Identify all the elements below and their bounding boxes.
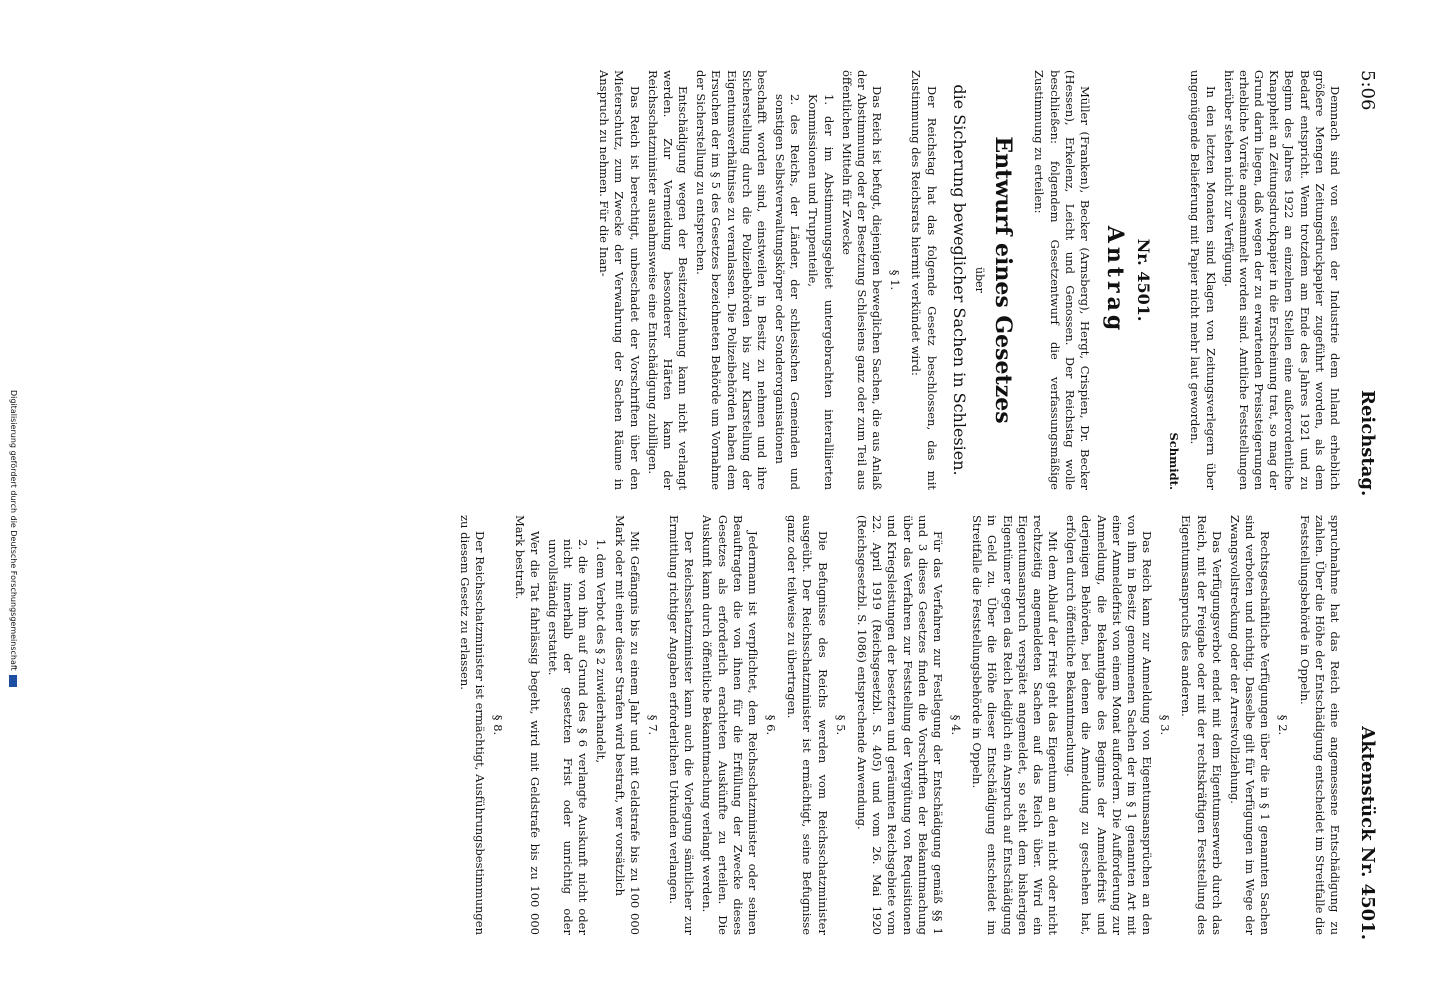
preamble: Der Reichstag hat das folgende Gesetz beschlossen, das mit Zustimmung des Reichsrats hiermit verkündet wird:	[909, 70, 939, 490]
continuation-text: spruchnahme hat das Reich eine angemessene Entschädigung zu zahlen. Über die Höhe der Entschädigung entscheidet im Streitfalle die Feststellungsbehörde in Oppeln.	[1297, 515, 1342, 935]
section-8-heading: § 8.	[491, 714, 506, 736]
section-4-text: Für das Verfahren zur Festlegung der Entschädigung gemäß §§ 1 und 3 dieses Gesetzes finden die Vorschriften der Bekanntmachung über das Verfahren zur Feststellung der Vergütung von Requisitionen und Kriegsleistungen der besetzten und geräumten Reichsgebiete vom 22. April 1919 (Reichsgesetzbl. S. 405) und vom 26. Mai 1920 (Reichsgesetzbl. S. 1086) entsprechende Anwendung.	[855, 515, 945, 935]
footer-credit	[9, 390, 18, 687]
section-5-text: Die Befugnisse des Reichs werden vom Reichsschatzminister ausgeübt. Der Reichsschatzminister ist ermächtigt, seine Befugnisse ganz oder teilweise zu übertragen.	[785, 515, 830, 935]
signature: Schmidt.	[1167, 432, 1182, 490]
antrag-heading: Antrag	[1102, 225, 1128, 335]
document-number: Nr. 4501.	[1134, 238, 1154, 322]
header-reichstag: Reichstag.	[1357, 390, 1378, 497]
section-1-paragraph-3: Das Reich ist berechtigt, unbeschadet der Vorschriften über den Mieterschutz, zum Zwecke der Verwahrung der Sachen Räume in Anspruch zu nehmen. Für die Inan-	[597, 70, 642, 490]
law-subtitle: die Sicherung beweglicher Sachen in Schlesien.	[949, 84, 969, 476]
section-6-paragraph-2: Der Reichsschatzminister kann auch die Vorlegung sämtlicher zur Ermittlung richtiger Angaben erforderlichen Urkunden verlangen.	[667, 515, 697, 935]
section-1-heading: § 1.	[888, 269, 903, 291]
intro-paragraph-2: In den letzten Monaten sind Klagen von Zeitungsverlegern über ungenügende Belieferung mit Papier nicht mehr laut geworden.	[1188, 70, 1218, 490]
section-1-continuation: beschafft worden sind, einstweilen in Besitz zu nehmen und ihre Sicherstellung durch die Polizeibehörden bis zur Klarstellung der Eigentumsverhältnisse zu veranlassen. Die Polizeibehörden haben dem Ersuchen der im § 5 des Gesetzes bezeichneten Behörde um Vornahme der Sicherstellung zu entsprechen.	[694, 70, 769, 490]
intro-paragraph-1: Demnach sind von seiten der Industrie dem Inland erheblich größere Mengen Zeitungsdruckpapier zugeführt worden, als dem Bedarf entspricht. Wenn trotzdem am Ende des Jahres 1921 und zu Beginn des Jahres 1922 an einzelnen Stellen eine außerordentliche Knappheit an Zeitungsdruckpapier in die Erscheinung trat, so mag der Grund darin liegen, daß wegen der zu erwartenden Preissteigerungen erhebliche Vorräte angesammelt worden sind. Amtliche Feststellungen hierüber stehen nicht zur Verfügung.	[1221, 70, 1342, 490]
page-header	[1350, 70, 1378, 940]
section-3-paragraph-2: Mit dem Ablauf der Frist geht das Eigentum an den nicht oder nicht rechtzeitig angemeldeten Sachen auf das Reich über. Wird ein Eigentumsanspruch verspätet angemeldet, so steht dem bisherigen Eigentümer gegen das Reich lediglich ein Anspruch auf Entschädigung in Geld zu. Über die Höhe dieser Entschädigung entscheidet im Streitfalle die Feststellungsbehörde in Oppeln.	[970, 515, 1061, 935]
section-1-paragraph-2: Entschädigung wegen der Besitzentziehung kann nicht verlangt werden. Zur Vermeidung besonderer Härten kann der Reichsschatzminister ausnahmsweise eine Entschädigung zubilligen.	[645, 70, 691, 490]
section-4-heading: § 4.	[949, 714, 964, 736]
section-1-item-2: 2. des Reichs, der Länder, der schlesischen Gemeinden und sonstigen Selbstverwaltungskörper oder Sonderorganisationen	[773, 94, 803, 490]
section-8-text: Der Reichsschatzminister ist ermächtigt, Ausführungsbestimmungen zu diesem Gesetz zu erlassen.	[458, 515, 488, 935]
dfg-logo-icon	[10, 675, 18, 687]
section-7-item-1: 1. dem Verbot des § 2 zuwiderhandelt,	[594, 539, 609, 764]
header-aktenstueck: Aktenstück Nr. 4501.	[1357, 726, 1378, 940]
section-6-heading: § 6.	[764, 714, 779, 736]
section-1-text: Das Reich ist befugt, diejenigen beweglichen Sachen, die aus Anlaß der Abstimmung oder der Besetzung Schlesiens ganz oder zum Teil aus öffentlichen Mitteln für Zwecke	[839, 70, 885, 490]
section-2-paragraph-2: Das Verfügungsverbot endet mit dem Eigentumserwerb durch das Reich, mit der Freigabe oder mit der rechtskräftigen Feststellung des Eigentumsanspruchs des anderen.	[1179, 515, 1224, 935]
section-3-heading: § 3.	[1158, 714, 1173, 736]
section-3-text: Das Reich kann zur Anmeldung von Eigentumsansprüchen an den von ihm in Besitz genommenen Sachen der im § 1 genannten Art mit einer Anmeldefrist von einem Monat auffordern. Die Aufforderung zur Anmeldung, die Bekanntgabe des Beginns der Anmeldefrist und derjenigen Behörden, bei denen die Anmeldung zu geschehen hat, erfolgen durch öffentliche Bekanntmachung.	[1064, 515, 1155, 935]
section-7-heading: § 7.	[645, 714, 660, 736]
left-column	[593, 70, 1342, 490]
section-2-text: Rechtsgeschäftliche Verfügungen über die in § 1 genannten Sachen sind verboten und nichtig. Dasselbe gilt für Verfügungen im Wege der Zwangsvollstreckung oder der Arrestvollziehung.	[1227, 515, 1273, 935]
entwurf-title: Entwurf eines Gesetzes	[990, 136, 1017, 424]
antrag-text: Müller (Franken), Becker (Arnsberg), Hergt, Crispien, Dr. Becker (Hessen), Erkelenz, Leicht und Genossen. Der Reichstag wolle beschließen: folgendem Gesetzentwurf die verfassungsmäßige Zustimmung zu erteilen:	[1032, 70, 1092, 490]
section-1-item-1: 1. der im Abstimmungsgebiet untergebrachten interalliierten Kommissionen und Truppenteile,	[806, 94, 836, 490]
page-mark: 5:06	[1357, 70, 1378, 111]
section-6-text: Jedermann ist verpflichtet, dem Reichsschatzminister oder seinen Beauftragten die von ihnen für die Erfüllung der Zwecke dieses Gesetzes als erforderlich erachteten Auskünfte zu erteilen. Die Auskunft kann durch öffentliche Bekanntmachung verlangt werden.	[700, 515, 760, 935]
section-5-heading: § 5.	[833, 714, 848, 736]
section-7-paragraph-2: Wer die Tat fahrlässig begeht, wird mit Geldstrafe bis zu 100 000 Mark bestraft.	[512, 515, 542, 935]
ueber-line: über	[973, 267, 987, 293]
section-7-item-2: 2. die von ihm auf Grund des § 6 verlangte Auskunft nicht oder nicht innerhalb der gesetzten Frist oder unrichtig oder unvollständig erstattet.	[545, 539, 591, 935]
section-7-text: Mit Gefängnis bis zu einem Jahr und mit Geldstrafe bis zu 100 000 Mark oder mit einer dieser Strafen wird bestraft, wer vorsätzlich	[612, 515, 642, 935]
right-column	[454, 515, 1342, 935]
section-2-heading: § 2.	[1276, 714, 1291, 736]
footer-text: Digitalisierung gefördert durch die Deutsche Forschungsgemeinschaft	[9, 390, 18, 671]
